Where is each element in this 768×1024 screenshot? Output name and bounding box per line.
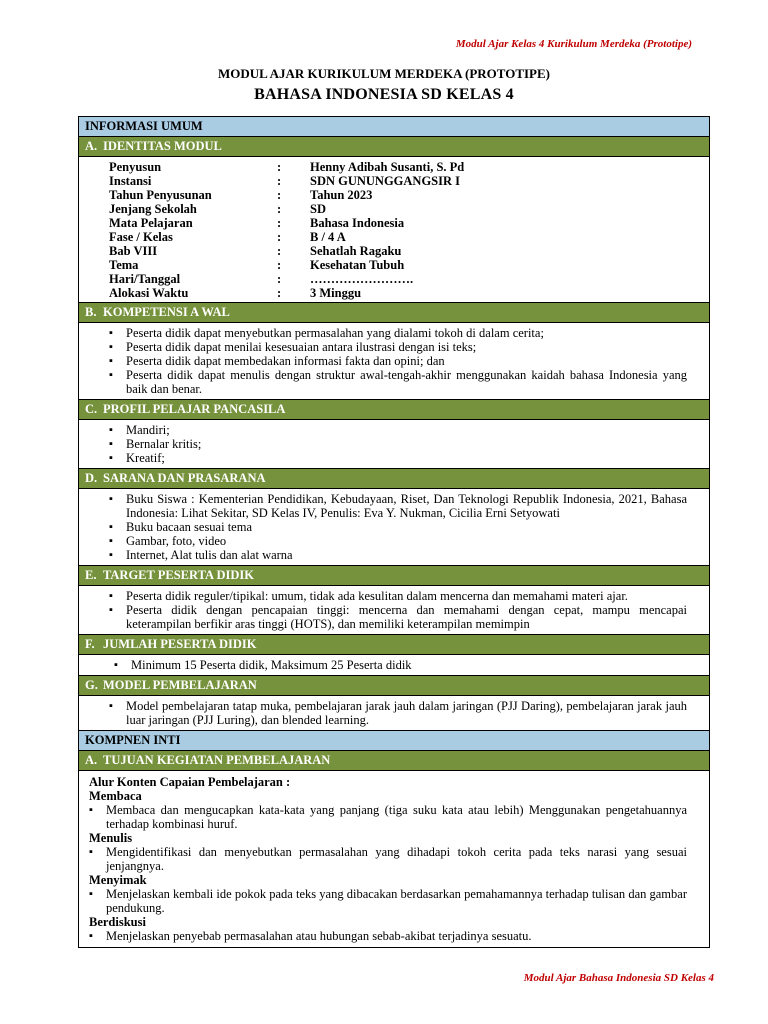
kompetensi-list [79, 323, 709, 399]
identitas-row [109, 216, 709, 230]
target-list [79, 586, 709, 634]
profil-pelajar-bar [79, 400, 709, 420]
identitas-colon: : [277, 272, 282, 286]
list-item: ▪ Peserta didik dapat menyebutkan permasalahan yang dialami tokoh di dalam cerita; [126, 326, 687, 340]
tujuan-group-list [89, 803, 687, 831]
alur-konten-heading: Alur Konten Capaian Pembelajaran : [89, 775, 291, 789]
identitas-colon: : [277, 286, 282, 300]
footer-note: Modul Ajar Bahasa Indonesia SD Kelas 4 [523, 972, 714, 984]
document-subtitle: BAHASA INDONESIA SD KELAS 4 [254, 86, 514, 103]
kompetensi-awal-section [79, 323, 709, 400]
identitas-row [109, 230, 709, 244]
section-title: MODEL PEMBELAJARAN [103, 678, 257, 692]
profil-pelajar-section [79, 420, 709, 469]
sarana-prasarana-bar [79, 469, 709, 489]
identitas-value: Tahun 2023 [310, 188, 373, 202]
section-title: IDENTITAS MODUL [103, 139, 222, 153]
model-pembelajaran-section [79, 696, 709, 730]
section-letter: F. [85, 637, 95, 651]
list-item: ▪ Membaca dan mengucapkan kata-kata yang panjang (tiga suku kata atau lebih) Menggunakan pengetahuannya terhadap kombinasi huruf. [106, 803, 687, 831]
list-item: ▪ Menjelaskan penyebab permasalahan atau hubungan sebab-akibat terjadinya sesuatu. [106, 929, 687, 943]
list-item: ▪ Buku Siswa : Kementerian Pendidikan, Kebudayaan, Riset, Dan Teknologi Republik Indonesia, 2021, Bahasa Indonesia: Lihat Sekitar, SD Kelas IV, Penulis: Eva Y. Nukman, Cicilia Erni Setyowati [126, 492, 687, 520]
identitas-key: Hari/Tanggal [109, 272, 181, 286]
identitas-row [109, 174, 709, 188]
section-letter: C. [85, 402, 98, 416]
identitas-colon: : [277, 160, 282, 174]
identitas-key: Instansi [109, 174, 152, 188]
kompetensi-awal-bar [79, 303, 709, 323]
sarana-list [79, 489, 709, 565]
section-title: TARGET PESERTA DIDIK [103, 568, 254, 582]
identitas-value: ……………………. [310, 272, 414, 286]
identitas-key: Tema [109, 258, 139, 272]
list-item: ▪ Kreatif; [126, 451, 687, 465]
section-title: PROFIL PELAJAR PANCASILA [103, 402, 286, 416]
identitas-row [109, 272, 709, 286]
identitas-modul-bar [79, 137, 709, 157]
list-item: ▪ Minimum 15 Peserta didik, Maksimum 25 Peserta didik [131, 658, 687, 672]
identitas-key: Alokasi Waktu [109, 286, 189, 300]
identitas-row [109, 202, 709, 216]
module-table [78, 116, 710, 948]
jumlah-peserta-section [79, 655, 709, 676]
identitas-value: SDN GUNUNGGANGSIR I [310, 174, 461, 188]
identitas-key: Penyusun [109, 160, 162, 174]
tujuan-group-list [89, 887, 687, 915]
list-item: ▪ Model pembelajaran tatap muka, pembelajaran jarak jauh dalam jaringan (PJJ Daring), pembelajaran jarak jauh luar jaringan (PJJ Luring), dan blended learning. [126, 699, 687, 727]
identitas-colon: : [277, 188, 282, 202]
target-peserta-section [79, 586, 709, 635]
sarana-prasarana-section [79, 489, 709, 566]
list-item: ▪ Peserta didik dapat membedakan informasi fakta dan opini; dan [126, 354, 687, 368]
identitas-value: SD [310, 202, 326, 216]
section-letter: D. [85, 471, 98, 485]
section-title: TUJUAN KEGIATAN PEMBELAJARAN [103, 753, 331, 767]
list-item: ▪ Mengidentifikasi dan menyebutkan permasalahan yang dihadapi tokoh cerita pada teks narasi yang sesuai jenjangnya. [106, 845, 687, 873]
section-letter: E. [85, 568, 97, 582]
identitas-key: Jenjang Sekolah [109, 202, 197, 216]
identitas-value: Henny Adibah Susanti, S. Pd [310, 160, 465, 174]
tujuan-group-list [89, 845, 687, 873]
identitas-colon: : [277, 258, 282, 272]
list-item: ▪ Mandiri; [126, 423, 687, 437]
section-letter: G. [85, 678, 98, 692]
identitas-value: B / 4 A [310, 230, 346, 244]
list-item: ▪ Buku bacaan sesuai tema [126, 520, 687, 534]
tujuan-content [79, 771, 709, 947]
list-item: ▪ Peserta didik reguler/tipikal: umum, tidak ada kesulitan dalam mencerna dan memahami materi ajar. [126, 589, 687, 603]
header-note: Modul Ajar Kelas 4 Kurikulum Merdeka (Prototipe) [455, 38, 692, 50]
identitas-table [79, 157, 709, 302]
identitas-colon: : [277, 202, 282, 216]
identitas-key: Tahun Penyusunan [109, 188, 212, 202]
identitas-modul-section [79, 157, 709, 303]
list-item: ▪ Peserta didik dapat menilai kesesuaian antara ilustrasi dengan isi teks; [126, 340, 687, 354]
model-pembelajaran-bar [79, 676, 709, 696]
informasi-umum-bar: INFORMASI UMUM [79, 117, 709, 137]
identitas-colon: : [277, 244, 282, 258]
list-item: ▪ Peserta didik dengan pencapaian tinggi: mencerna dan memahami dengan cepat, mampu mencapai keterampilan berfikir aras tinggi (HOTS), dan memiliki keterampilan memimpin [126, 603, 687, 631]
identitas-key: Mata Pelajaran [109, 216, 193, 230]
tujuan-group-heading: Berdiskusi [89, 915, 146, 929]
list-item: ▪ Bernalar kritis; [126, 437, 687, 451]
identitas-key: Fase / Kelas [109, 230, 173, 244]
identitas-row [109, 160, 709, 174]
section-letter: A. [85, 139, 98, 153]
section-title: SARANA DAN PRASARANA [103, 471, 266, 485]
identitas-row [109, 258, 709, 272]
identitas-value: 3 Minggu [310, 286, 362, 300]
model-list [79, 696, 709, 730]
jumlah-list [79, 655, 709, 675]
identitas-row [109, 286, 709, 300]
identitas-colon: : [277, 174, 282, 188]
jumlah-peserta-bar [79, 635, 709, 655]
identitas-value: Kesehatan Tubuh [310, 258, 405, 272]
list-item: ▪ Peserta didik dapat menulis dengan struktur awal-tengah-akhir menggunakan kaidah bahasa Indonesia yang baik dan benar. [126, 368, 687, 396]
document-title: MODUL AJAR KURIKULUM MERDEKA (PROTOTIPE) [218, 66, 550, 81]
tujuan-group-heading: Menulis [89, 831, 133, 845]
tujuan-group-list [89, 929, 687, 943]
section-title: JUMLAH PESERTA DIDIK [103, 637, 257, 651]
identitas-row [109, 244, 709, 258]
section-title: KOMPETENSI A WAL [103, 305, 230, 319]
list-item: ▪ Menjelaskan kembali ide pokok pada teks yang dibacakan berdasarkan pemahamannya terhadap tulisan dan gambar pendukung. [106, 887, 687, 915]
section-letter: A. [85, 753, 98, 767]
list-item: ▪ Internet, Alat tulis dan alat warna [126, 548, 687, 562]
tujuan-kegiatan-bar [79, 751, 709, 771]
target-peserta-bar [79, 566, 709, 586]
list-item: ▪ Gambar, foto, video [126, 534, 687, 548]
tujuan-group-heading: Membaca [89, 789, 142, 803]
profil-list [79, 420, 709, 468]
tujuan-kegiatan-section [79, 771, 709, 947]
identitas-key: Bab VIII [109, 244, 158, 258]
section-letter: B. [85, 305, 97, 319]
komponen-inti-bar: KOMPNEN INTI [79, 730, 709, 751]
identitas-colon: : [277, 216, 282, 230]
identitas-value: Sehatlah Ragaku [310, 244, 402, 258]
tujuan-group-heading: Menyimak [89, 873, 147, 887]
identitas-value: Bahasa Indonesia [310, 216, 405, 230]
identitas-row [109, 188, 709, 202]
identitas-colon: : [277, 230, 282, 244]
